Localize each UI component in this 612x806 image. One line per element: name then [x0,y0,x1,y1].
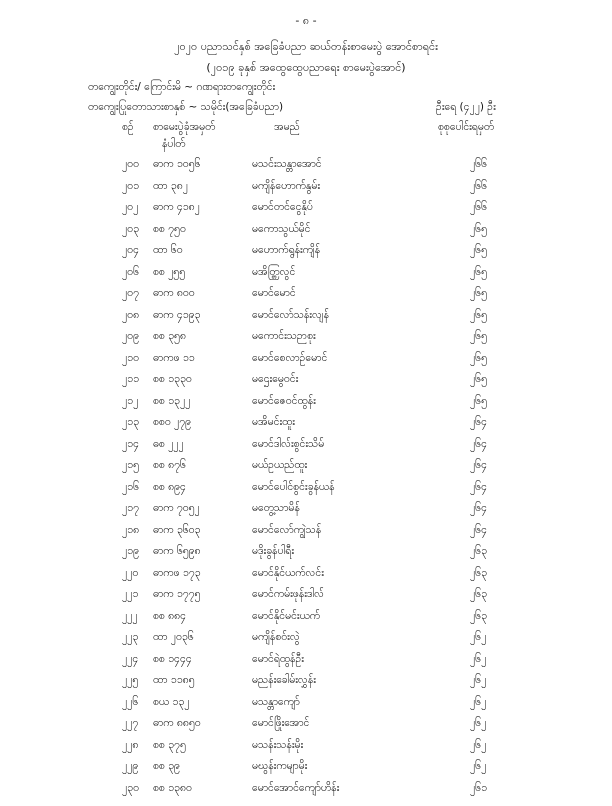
row-marks: ၂၆၅ [470,394,487,407]
row-serial: ၂၀၇ [122,287,139,299]
row-name: မောင်မောင် [252,287,296,299]
row-roll-number: စစ ၁၃၃၀ [153,373,192,385]
row-roll-number: ထာ ၁၁၈၅ [153,674,195,686]
document-title: ၂၀၂၀ ပညာသင်နှစ် အခြေခံပညာ ဆယ်တန်းစာမေးပွဲ အောင်စာရင်း [174,40,438,53]
row-serial: ၂၂၅ [122,674,139,686]
row-serial: ၂၂၈ [122,738,139,751]
row-serial: ၂၁၃ [122,416,139,428]
table-row [0,330,612,354]
row-roll-number: စစ ၇၅၀ [153,222,186,235]
row-name: မောင်ဒါလ်းစွင်းသိမ် [252,437,325,450]
row-roll-number: ဓာက ၄၁၈၂ [153,201,200,213]
header-roll-sub: နံပါတ် [162,138,186,150]
row-name: မဟောက်ရွန်းကျိန် [252,244,321,256]
table-row [0,266,612,290]
row-name: မောင်နိုင်ယက်လင်း [252,566,324,579]
row-marks: ၂၆၄ [470,416,487,428]
row-serial: ၂၂၉ [122,760,139,772]
row-marks: ၂၆၄ [470,459,487,471]
district-line: တကျွေးတိုင်း/ ကြောင်းမိ ~ ဂဏရားတကျွေးတိုင်း [88,81,276,93]
row-marks: ၂၆၂ [470,738,487,751]
row-marks: ၂၆၄ [470,437,487,450]
row-roll-number: ဓာက ၇၀၅၂ [153,502,200,514]
header-marks: စုစုပေါင်းရမှတ် [438,121,495,133]
row-serial: ၂၂၄ [122,652,139,665]
table-row [0,481,612,505]
row-serial: ၂၀၂ [122,201,139,213]
row-roll-number: ဓာက ၈၀၀ [153,287,195,299]
row-roll-number: စစ ၃၉ [153,760,180,772]
row-roll-number: ဓာကဖ ၁၁ [153,351,195,364]
row-name: မဒိုးခွန်ပါရီး [252,545,294,557]
row-roll-number: စစဝ ၂၇၉ [153,416,192,428]
row-serial: ၂၁၅ [122,459,139,471]
row-name: မတွေ့သာမိန် [252,502,300,514]
table-row [0,438,612,462]
row-serial: ၂၃၀ [122,781,139,794]
table-row [0,223,612,247]
row-marks: ၂၆၅ [470,265,487,278]
row-serial: ၂၀၃ [122,222,139,235]
document-subtitle: (၂၀၁၉ ခုနှစ် အထွေထွေပညာရေး စာမေးပွဲအောင်) [206,61,406,74]
row-name: မညန်းခေါမ်းလွှန်း [252,674,316,686]
row-serial: ၂၁၀ [122,351,139,364]
row-roll-number: ထာ ၃၈၂ [153,179,188,192]
row-name: မောင်လော်ကျွဲသန် [252,523,322,536]
table-row [0,588,612,612]
table-row [0,545,612,569]
table-row [0,352,612,376]
row-roll-number: စစ ၁၃၈၀ [153,781,192,794]
row-roll-number: စစ ၈၈၄ [153,609,187,622]
row-serial: ၂၀၈ [122,308,140,321]
row-serial: ၂၀၄ [122,244,139,256]
row-name: မောင်ဖြိုးအောင် [252,717,310,729]
row-marks: ၂၆၄ [470,502,487,514]
row-marks: ၂၆၃ [470,609,487,622]
row-roll-number: စယ ၁၃၂ [153,695,190,708]
table-row [0,674,612,698]
total-count: ဦးရေ (၄၂၂) ဦး [436,101,496,113]
table-row [0,782,612,806]
row-marks: ၂၆၂ [470,652,487,665]
table-row [0,717,612,741]
row-serial: ၂၀၆ [122,265,139,278]
row-name: မောင်ကမ်းဖုန်းဒါလ် [252,588,325,600]
row-name: မကောင်းသဉာစုး [252,330,316,342]
row-name: မောင်နိုင်မင်းယက် [252,609,321,622]
row-roll-number: စစ ၃၅၈ [153,330,186,342]
row-marks: ၂၆၃ [470,588,487,600]
row-marks: ၂၆၁ [470,781,487,794]
row-serial: ၂၂၂ [122,609,138,622]
row-marks: ၂၆၆ [470,179,487,192]
table-row [0,653,612,677]
row-serial: ၂၂၇ [122,717,139,729]
row-marks: ၂၆၃ [470,566,487,579]
row-name: မောင်အောင်ကျော်ဟိန်း [252,781,340,794]
row-name: မောင်ပေါင်စွင်းခွန်ယန် [252,480,335,493]
row-serial: ၂၁၄ [122,437,139,450]
row-marks: ၂၆၅ [470,222,487,235]
row-marks: ၂၆၂ [470,631,487,643]
center-line: တကျွေးပြုတောသားစာနှစ် ~ သမိုင်း(အခြေခံပညာ) [88,101,284,113]
table-row [0,739,612,763]
table-row [0,395,612,419]
row-name: မဃွန်းကမျာမိုး [252,760,308,772]
table-row [0,244,612,268]
row-serial: ၂၂၁ [122,588,139,600]
row-name: မောင်ဇေဝင်ထွန်း [252,394,316,407]
row-marks: ၂၆၅ [470,308,487,321]
row-name: မကျိန်စဝ်းလွဲ [252,631,300,643]
row-serial: ၂၁၁ [122,373,139,385]
row-serial: ၂၁၇ [122,502,139,514]
row-name: မဌေးမွေဝင်း [252,373,299,385]
row-name: မအိမင်းထူး [252,416,295,428]
table-row [0,696,612,720]
row-serial: ၂၁၆ [122,480,139,493]
row-marks: ၂၆၆ [470,201,487,213]
table-row [0,524,612,548]
row-serial: ၂၁၈ [122,523,140,536]
row-roll-number: ဓာက ၈၈၅၀ [153,717,201,729]
row-roll-number: စစ ၁၃၂၂ [153,394,191,407]
header-name: အမည် [274,121,300,133]
row-name: မသန်းသန်းမိုး [252,738,304,751]
row-marks: ၂၆၃ [470,545,487,557]
row-name: မောင်တင်ငွေနိုပ် [252,201,313,213]
row-marks: ၂၆၆ [470,158,487,170]
row-marks: ၂၆၅ [470,373,487,385]
row-marks: ၂၆၅ [470,330,487,342]
row-marks: ၂၆၅ [470,244,487,256]
table-row [0,567,612,591]
row-roll-number: ဓာက ၁၇၇၅ [153,588,201,600]
table-row [0,760,612,784]
row-name: မကျိန်ဟောက်နွမ်း [252,179,321,192]
row-marks: ၂၆၅ [470,287,487,299]
row-serial: ၂၂၀ [122,566,139,579]
row-roll-number: ထာ ၆၀ [153,244,183,256]
row-name: မောင်ရဲထွန်ဦး [252,652,304,665]
row-roll-number: စစ ၈၉၄ [153,480,186,493]
row-serial: ၂၁၂ [122,394,139,407]
row-roll-number: ဓာက ၆၅၉၈ [153,545,201,557]
row-serial: ၂၂၃ [122,631,139,643]
table-row [0,287,612,311]
table-row [0,373,612,397]
row-serial: ၂၀၀ [122,158,139,170]
table-row [0,416,612,440]
row-serial: ၂၂၆ [122,695,139,708]
row-roll-number: ထာ ၂၀၃၆ [153,631,194,643]
row-name: မအိတ္တြလွင် [252,265,296,278]
row-name: မသန္တာကျော် [252,695,300,708]
row-roll-number: စစ ၈၇၆ [153,459,186,471]
row-roll-number: ဓာက ၁၀၅၆ [153,158,201,170]
table-row [0,610,612,634]
table-row [0,201,612,225]
table-row [0,459,612,483]
row-roll-number: ဓာက ၃၆၀၃ [153,523,201,536]
header-roll: စာမေးပွဲခုံအမှတ် [153,121,216,133]
row-name: မသင်းသန္တာအောင် [252,158,322,170]
row-marks: ၂၆၄ [470,523,487,536]
row-serial: ၂၁၉ [122,545,139,557]
row-roll-number: ဓာကဖ ၁၇၃ [153,566,201,579]
row-roll-number: စစ ၃၇၅ [153,738,186,751]
row-roll-number: ဓာက ၄၁၉၃ [153,308,201,321]
header-serial: စဉ် [122,121,134,133]
row-marks: ၂၆၅ [470,351,487,364]
page-number: - ၈ - [295,14,317,27]
table-row [0,158,612,182]
row-serial: ၂၀၉ [122,330,139,342]
row-marks: ၂၆၂ [470,717,487,729]
table-row [0,502,612,526]
table-row [0,309,612,333]
row-name: မကောသွယ်မိုင် [252,222,311,235]
row-marks: ၂၆၂ [470,674,487,686]
row-name: မယ်ဥယည်ထူး [252,459,308,471]
row-marks: ၂၆၂ [470,760,487,772]
row-marks: ၂၆၄ [470,480,487,493]
table-row [0,631,612,655]
row-roll-number: ဓစ ၂၂၂ [153,437,184,450]
row-name: မောင်လော်သန်းလျန် [252,308,329,321]
row-roll-number: စစ ၁၄၄၄ [153,652,192,665]
row-roll-number: စစ ၂၅၅ [153,265,186,278]
row-name: မောင်စေလာဉ်မောင် [252,351,328,364]
table-row [0,180,612,204]
row-serial: ၂၀၁ [122,179,139,192]
row-marks: ၂၆၂ [470,695,487,708]
